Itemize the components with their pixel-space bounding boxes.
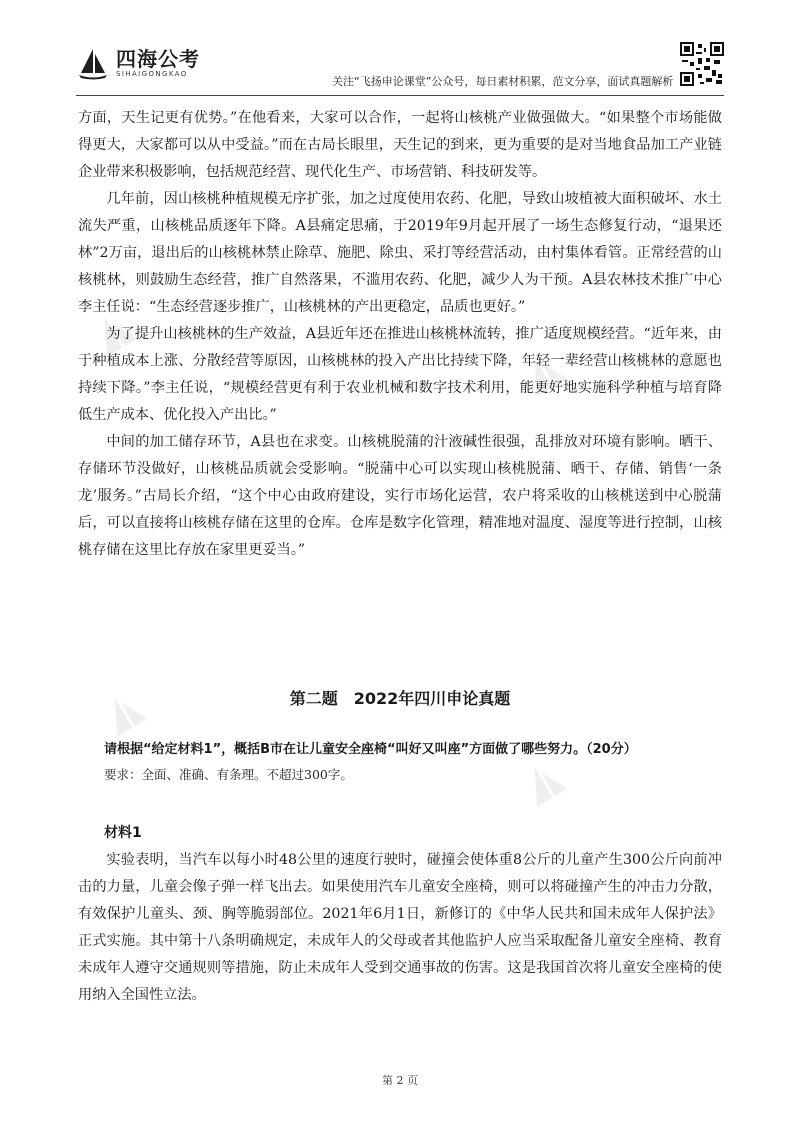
paragraph: 中间的加工储存环节，A县也在求变。山核桃脱蒲的汁液碱性很强，乱排放对环境有影响。晒干、存储环节没做好，山核桃品质就会受影响。“脱蒲中心可以实现山核桃脱蒲、晒干、存储、销售‘一条龙’服务。”古局长介绍，“这个中心由政府建设，实行市场化运营，农户将采收的山核桃送到中心脱蒲后，可以直接将山核桃存储在这里的仓库。仓库是数字化管理，精准地对温度、湿度等进行控制，山核桃存储在这里比存放在家里更妥当。” [78, 434, 722, 558]
question-prompt: 请根据“给定材料1”，概括B市在让儿童安全座椅“叫好又叫座”方面做了哪些努力。（20分） [104, 742, 637, 757]
section-title: 第二题 2022年四川申论真题 [289, 689, 511, 708]
paragraph: 实验表明，当汽车以每小时48公里的速度行驶时，碰撞会使体重8公斤的儿童产生300公斤向前冲击的力量，儿童会像子弹一样飞出去。如果使用汽车儿童安全座椅，则可以将碰撞产生的冲击力分散，有效保护儿童头、颈、胸等脆弱部位。2021年6月1日，新修订的《中华人民共和国未成年人保护法》正式实施。其中第十八条明确规定，未成年人的父母或者其他监护人应当采取配备儿童安全座椅、教育未成年人遵守交通规则等措施，防止未成年人受到交通事故的伤害。这是我国首次将儿童安全座椅的使用纳入全国性立法。 [78, 852, 722, 1003]
paragraph: 方面，天生记更有优势。”在他看来，大家可以合作，一起将山核桃产业做强做大。“如果整个市场能做得更大，大家都可以从中受益。”而在古局长眼里，天生记的到来，更为重要的是对当地食品加工产业链企业带来积极影响，包括规范经营、现代化生产、市场营销、科技研发等。 [78, 110, 722, 180]
brand-name: 四海公考 [116, 47, 200, 71]
material-text-top [78, 105, 722, 564]
question-requirement: 要求：全面、准确、有条理。不超过300字。 [104, 767, 353, 782]
watermark-logo [511, 751, 579, 819]
paragraph: 为了提升山核桃林的生产效益，A县近年还在推进山核桃林流转，推广适度规模经营。“近年来，由于种植成本上涨、分散经营等原因，山核桃林的投入产出比持续下降，年轻一辈经营山核桃林的意愿也持续下降。”李主任说，“规模经营更有利于农业机械和数字技术利用，能更好地实施科学种植与培育降低生产成本、优化投入产出比。” [78, 326, 722, 423]
page-header [0, 0, 800, 100]
brand-logo [76, 46, 200, 80]
material-1-text [78, 847, 722, 1009]
header-tagline: 关注“飞扬申论课堂”公众号，每日素材积累，范文分享，面试真题解析 [332, 75, 674, 88]
qr-code-icon [680, 42, 724, 86]
brand-name-latin: SIHAIGONGKAO [116, 70, 188, 78]
page-number: 第 2 页 [382, 1074, 418, 1087]
material-title: 材料1 [104, 825, 142, 841]
sailboat-logo-icon [76, 46, 110, 80]
paragraph: 几年前，因山核桃种植规模无序扩张，加之过度使用农药、化肥，导致山坡植被大面积破坏、水土流失严重，山核桃品质逐年下降。A县痛定思痛，于2019年9月起开展了一场生态修复行动，“退果还林”2万亩，退出后的山核桃林禁止除草、施肥、除虫、采打等经营活动，由村集体看管。正常经营的山核桃林，则鼓励生态经营，推广自然落果，不滥用农药、化肥，减少人为干预。A县农林技术推广中心李主任说：“生态经营逐步推广，山核桃林的产出更稳定，品质也更好。” [78, 191, 722, 315]
header-divider [76, 95, 724, 96]
